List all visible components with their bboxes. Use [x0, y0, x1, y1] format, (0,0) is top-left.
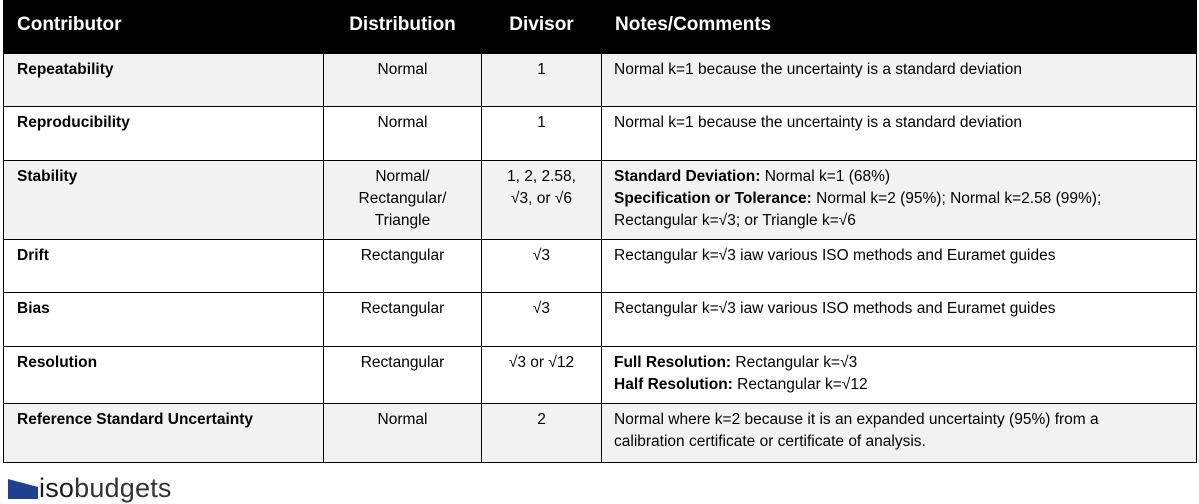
logo-text [39, 473, 172, 503]
divisor-line: √3 or √12 [508, 354, 575, 371]
header-contributor: Contributor [4, 1, 324, 54]
isobudgets-logo [5, 473, 172, 503]
cell-divisor [482, 347, 602, 404]
notes-bold-label: Specification or Tolerance: [614, 190, 812, 207]
table-body [4, 54, 1197, 463]
notes-line [614, 374, 1186, 396]
divisor-line: 1 [537, 61, 546, 78]
table-row [4, 107, 1197, 161]
table-row [4, 404, 1197, 463]
notes-line [614, 112, 1186, 134]
cell-contributor: Drift [4, 240, 324, 293]
notes-text: Normal k=1 because the uncertainty is a standard deviation [614, 114, 1022, 131]
header-distribution: Distribution [324, 1, 482, 54]
notes-text: Normal where k=2 because it is an expanded uncertainty (95%) from a [614, 411, 1099, 428]
table-row [4, 293, 1197, 347]
distribution-line: Normal [377, 61, 428, 78]
divisor-line: √3, or √6 [511, 190, 572, 207]
table-row [4, 347, 1197, 404]
cell-divisor [482, 240, 602, 293]
notes-text: Rectangular k=√3 [731, 354, 858, 371]
divisor-line: √3 [532, 300, 551, 317]
table-row [4, 54, 1197, 107]
cell-contributor: Reference Standard Uncertainty [4, 404, 324, 463]
notes-text: Normal k=1 (68%) [760, 168, 891, 185]
notes-text: Normal k=1 because the uncertainty is a standard deviation [614, 61, 1022, 78]
distribution-line: Rectangular [360, 354, 445, 371]
distribution-line: Rectangular [360, 247, 445, 264]
cell-distribution [324, 107, 482, 161]
logo-mark-icon [5, 477, 39, 499]
divisor-line: 1, 2, 2.58, [507, 168, 576, 185]
cell-distribution [324, 161, 482, 240]
distribution-line: Normal [377, 114, 428, 131]
cell-distribution [324, 240, 482, 293]
logo-text-iso: iso [39, 473, 75, 503]
logo-text-budgets: budgets [74, 473, 172, 503]
header-notes: Notes/Comments [602, 1, 1197, 54]
cell-divisor [482, 54, 602, 107]
header-divisor: Divisor [482, 1, 602, 54]
cell-divisor [482, 293, 602, 347]
cell-divisor [482, 107, 602, 161]
cell-notes [602, 54, 1197, 107]
notes-line [614, 352, 1186, 374]
cell-divisor [482, 161, 602, 240]
cell-notes [602, 404, 1197, 463]
distribution-line: Rectangular/ [358, 190, 447, 207]
notes-line [614, 298, 1186, 320]
cell-notes [602, 240, 1197, 293]
cell-contributor: Stability [4, 161, 324, 240]
notes-text: Rectangular k=√12 [732, 376, 868, 393]
distribution-line: Normal/ [375, 168, 430, 185]
divisor-line: 2 [537, 411, 546, 428]
cell-contributor: Bias [4, 293, 324, 347]
cell-contributor: Repeatability [4, 54, 324, 107]
cell-distribution [324, 404, 482, 463]
cell-notes [602, 161, 1197, 240]
notes-text: calibration certificate or certificate of analysis. [614, 433, 926, 450]
cell-contributor: Resolution [4, 347, 324, 404]
notes-line [614, 210, 1186, 232]
notes-bold-label: Half Resolution: [614, 376, 733, 393]
notes-text: Normal k=2 (95%); Normal k=2.58 (99%); [811, 190, 1102, 207]
distribution-line: Triangle [374, 212, 431, 229]
notes-line [614, 166, 1186, 188]
distribution-line: Rectangular [360, 300, 445, 317]
notes-text: Rectangular k=√3 iaw various ISO methods and Euramet guides [614, 300, 1056, 317]
cell-notes [602, 107, 1197, 161]
notes-text: Rectangular k=√3; or Triangle k=√6 [614, 212, 856, 229]
divisor-line: 1 [537, 114, 546, 131]
notes-bold-label: Standard Deviation: [614, 168, 761, 185]
header-row [4, 1, 1197, 54]
cell-divisor [482, 404, 602, 463]
table-row [4, 161, 1197, 240]
notes-bold-label: Full Resolution: [614, 354, 732, 371]
notes-line [614, 409, 1186, 431]
divisor-line: √3 [532, 247, 551, 264]
notes-line [614, 188, 1186, 210]
table-row [4, 240, 1197, 293]
notes-line [614, 431, 1186, 453]
cell-notes [602, 293, 1197, 347]
uncertainty-contributors-table [3, 0, 1197, 463]
notes-line [614, 59, 1186, 81]
notes-line [614, 245, 1186, 267]
cell-distribution [324, 347, 482, 404]
cell-distribution [324, 54, 482, 107]
table-header [4, 1, 1197, 54]
cell-contributor: Reproducibility [4, 107, 324, 161]
cell-distribution [324, 293, 482, 347]
notes-text: Rectangular k=√3 iaw various ISO methods and Euramet guides [614, 247, 1056, 264]
distribution-line: Normal [377, 411, 428, 428]
cell-notes [602, 347, 1197, 404]
